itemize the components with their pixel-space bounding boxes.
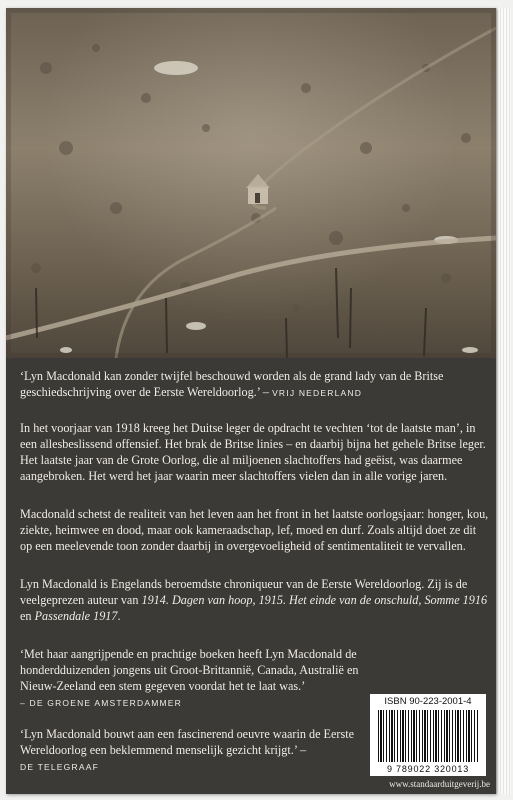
author-bio-paragraph [20, 576, 490, 624]
quote-source: – DE GROENE AMSTERDAMMER [20, 698, 182, 708]
isbn-label: ISBN 90-223-2001-4 [384, 696, 472, 707]
quote-text: ‘Lyn Macdonald kan zonder twijfel beschouwd worden als de grand lady van de Britse geschiedschrijving over de Eerste Wereldoorlog.’ [20, 369, 444, 399]
synopsis-paragraph: In het voorjaar van 1918 kreeg het Duitse leger de opdracht te vechten ‘tot de laatste man’, in een allesbeslissend offensief. Het brak de Britse linies – en daarbij bijna het gehele Britse leger. Het laatste jaar van de Grote Oorlog, die al miljoenen slachtoffers had geëist, was daarmee aangebroken. Het werd het jaar waarin meer slachtoffers vielen dan in alle vorige jaren. [20, 421, 486, 483]
quote-source: DE TELEGRAAF [20, 762, 99, 772]
barcode-icon [378, 710, 478, 762]
barcode-number: 9 789022 320013 [370, 764, 486, 774]
author-bio-intro: Lyn Macdonald is Engelands beroemdste chroniqueur van de Eerste Wereldoorlog. Zij is de veelgeprezen auteur van [20, 577, 468, 607]
book-page-edges [496, 8, 511, 794]
author-approach-paragraph: Macdonald schetst de realiteit van het leven aan het front in het laatste oorlogsjaar: honger, kou, ziekte, heimwee en dood, maar ook kameraadschap, lef, moed en durf. Zoals altijd doet ze dit op een meelevende toon zonder daarbij in overgevoeligheid of sentimentaliteit te vervallen. [20, 507, 489, 553]
quote-dash: – [296, 743, 307, 757]
quote-dash: – [259, 385, 273, 399]
publisher-website: www.standaarduitgeverij.be [389, 779, 490, 789]
quote-text: ‘Lyn Macdonald bouwt aan een fascinerend oeuvre waarin de Eerste Wereldoorlog een beklemmend menselijk gezicht krijgt.’ [20, 727, 354, 757]
ruined-chapel [246, 174, 270, 204]
book-title-1914-1915: 1914. Dagen van hoop, 1915. Het einde van de onschuld, [141, 593, 422, 607]
book-title-passendale: Passendale 1917 [34, 609, 118, 623]
book-title-somme: Somme 1916 [424, 593, 488, 607]
isbn-barcode-box [370, 694, 486, 776]
battlefield-photo [6, 8, 496, 358]
quote-text: ‘Met haar aangrijpende en prachtige boeken heeft Lyn Macdonald de honderdduizenden jongens uit Groot-Brittannië, Canada, Australië en Nieuw-Zeeland een stem gegeven voordat het te laat was.’ [20, 647, 359, 693]
author-bio-and: en [20, 609, 35, 623]
review-quote-telegraaf [20, 726, 372, 775]
battlefield-photo-illustration [6, 8, 496, 358]
review-quote-vrij-nederland [20, 368, 490, 401]
quote-source: VRIJ NEDERLAND [272, 388, 363, 398]
author-bio-end: . [117, 609, 121, 623]
review-quote-groene-amsterdammer [20, 646, 375, 711]
